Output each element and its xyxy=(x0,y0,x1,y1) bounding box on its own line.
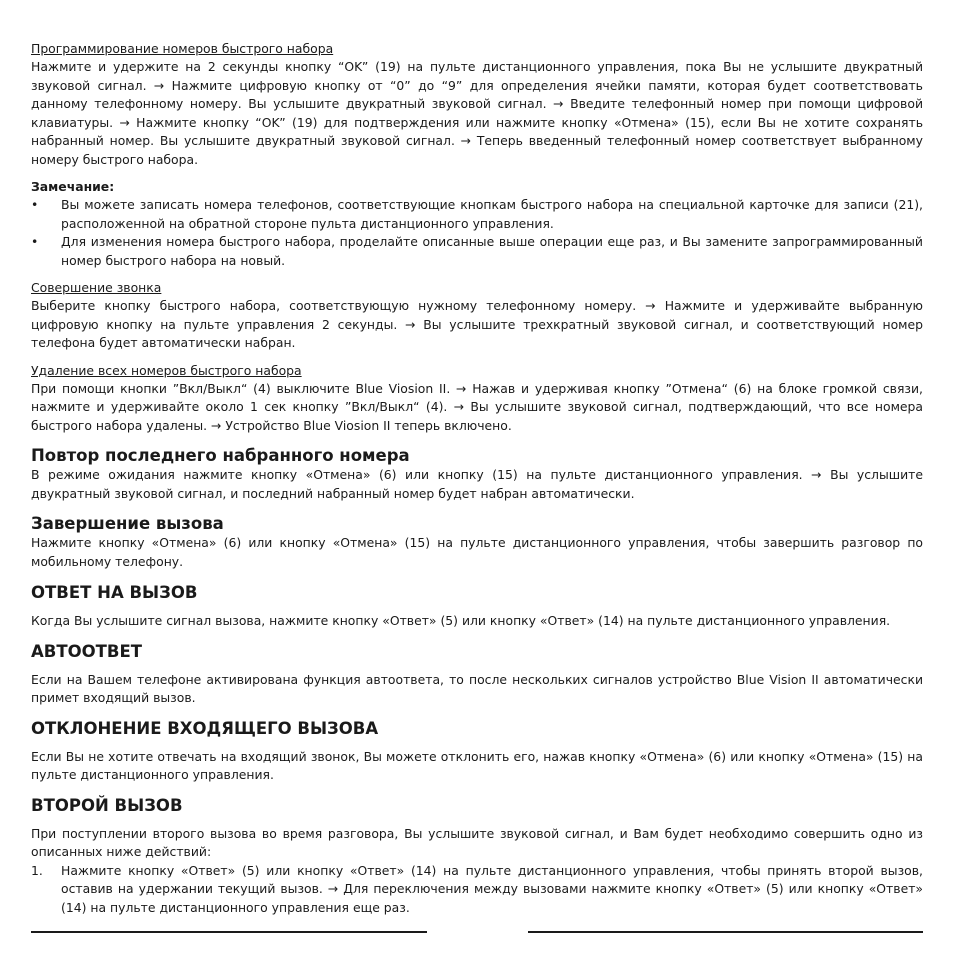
document-page xyxy=(31,40,923,917)
second-call-item-text: Нажмите кнопку «Ответ» (5) или кнопку «Ответ» (14) на пульте дистанционного управления, чтобы принять второй вызов, оставив на удержании текущий вызов. → Для переключения между вызовами нажмите кнопку «Ответ» (5) или кнопку «Ответ» (14) на пульте дистанционного управления еще раз. xyxy=(61,862,923,915)
footer-rule-right xyxy=(528,931,923,933)
redial-text: В режиме ожидания нажмите кнопку «Отмена» (6) или кнопку (15) на пульте дистанционного управления. → Вы услышите двукратный звуковой сигнал, и последний набранный номер будет набран автоматически. xyxy=(31,467,923,501)
speed-dial-call-section xyxy=(31,279,923,353)
list-number: 1. xyxy=(31,862,43,878)
speed-dial-delete-text: При помощи кнопки ”Вкл/Выкл“ (4) выключите Blue Viosion II. → Нажав и удерживая кнопку ”Отмена“ (6) на блоке громкой связи, нажмите и удерживайте около 1 сек кнопку ”Вкл/Выкл“ (4). → Вы услышите звуковой сигнал, подтверждающий, что все номера быстрого набора удалены. → Устройство Blue Viosion II теперь включено. xyxy=(31,380,923,433)
note-heading: Замечание: xyxy=(31,179,115,194)
end-call-section xyxy=(31,514,923,571)
end-call-text: Нажмите кнопку «Отмена» (6) или кнопку «Отмена» (15) на пульте дистанционного управления, чтобы завершить разговор по мобильному телефону. xyxy=(31,535,923,569)
reject-text: Если Вы не хотите отвечать на входящий звонок, Вы можете отклонить его, нажав кнопку «Отмена» (6) или кнопку «Отмена» (15) на пульте дистанционного управления. xyxy=(31,748,923,782)
bullet-marker: • xyxy=(31,234,39,249)
second-call-heading: ВТОРОЙ ВЫЗОВ xyxy=(31,795,183,815)
speed-dial-program-section xyxy=(31,40,923,169)
end-call-heading: Завершение вызова xyxy=(31,514,224,533)
redial-heading: Повтор последнего набранного номера xyxy=(31,446,410,465)
autoanswer-text: Если на Вашем телефоне активирована функция автоответа, то после нескольких сигналов устройство Blue Vision II автоматически примет входящий вызов. xyxy=(31,671,923,705)
speed-dial-call-text: Выберите кнопку быстрого набора, соответствующую нужному телефонному номеру. → Нажмите и удерживайте выбранную цифровую кнопку на пульте управления 2 секунды. → Вы услышите трехкратный звуковой сигнал, и соответствующий номер телефона будет автоматически набран. xyxy=(31,298,923,350)
second-call-text: При поступлении второго вызова во время разговора, Вы услышите звуковой сигнал, и Вам будет необходимо совершить одно из описанных ниже действий: xyxy=(31,825,923,859)
redial-section xyxy=(31,446,923,503)
second-call-list xyxy=(31,862,923,918)
note-section xyxy=(31,178,923,270)
note-item xyxy=(31,233,923,270)
reject-section xyxy=(31,719,923,785)
answer-text: Когда Вы услышите сигнал вызова, нажмите кнопку «Ответ» (5) или кнопку «Ответ» (14) на пульте дистанционного управления. xyxy=(31,613,891,628)
answer-heading: ОТВЕТ НА ВЫЗОВ xyxy=(31,583,198,602)
speed-dial-delete-section xyxy=(31,362,923,436)
autoanswer-heading: АВТООТВЕТ xyxy=(31,641,143,661)
speed-dial-delete-heading: Удаление всех номеров быстрого набора xyxy=(31,362,302,378)
speed-dial-program-text: Нажмите и удержите на 2 секунды кнопку “OK” (19) на пульте дистанционного управления, пока Вы не услышите двукратный звуковой сигнал. → Нажмите цифровую кнопку от “0” до “9” для определения ячейки памяти, которая будет соответствовать данному телефонному номеру. Вы услышите двукратный звуковой сигнал. → Введите телефонный номер при помощи цифровой клавиатуры. → Нажмите кнопку “OK” (19) для подтверждения или нажмите кнопку «Отмена» (15), если Вы не хотите сохранять набранный номер. Вы услышите двукратный звуковой сигнал. → Теперь введенный телефонный номер соответствует выбранному номеру быстрого набора. xyxy=(31,59,923,167)
speed-dial-program-heading: Программирование номеров быстрого набора xyxy=(31,41,334,56)
note-item-text: Вы можете записать номера телефонов, соответствующие кнопкам быстрого набора на специальной карточке для записи (21), расположенной на обратной стороне пульта дистанционного управления. xyxy=(61,197,923,231)
second-call-item xyxy=(31,862,923,918)
note-list xyxy=(31,196,923,270)
answer-section xyxy=(31,583,923,631)
footer-rule-left xyxy=(31,931,427,933)
reject-heading: ОТКЛОНЕНИЕ ВХОДЯЩЕГО ВЫЗОВА xyxy=(31,718,379,738)
speed-dial-call-heading: Совершение звонка xyxy=(31,280,162,295)
note-item-text: Для изменения номера быстрого набора, проделайте описанные выше операции еще раз, и Вы замените запрограммированный номер быстрого набора на новый. xyxy=(61,234,923,268)
second-call-section xyxy=(31,796,923,918)
note-item xyxy=(31,196,923,233)
autoanswer-section xyxy=(31,642,923,708)
bullet-marker: • xyxy=(31,197,39,212)
